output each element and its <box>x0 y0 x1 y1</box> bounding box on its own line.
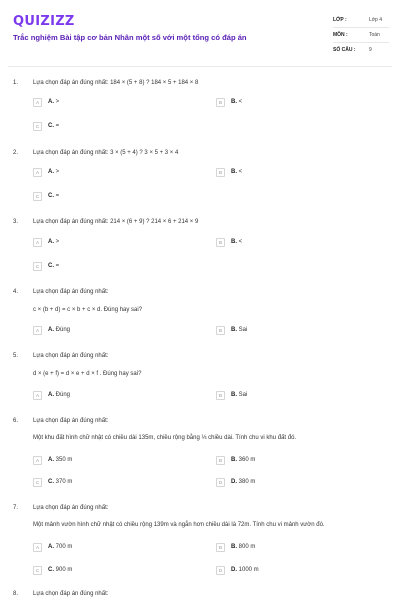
option-box: B <box>216 456 225 465</box>
option-letter: C. <box>48 567 54 573</box>
option-text: Đúng <box>55 392 71 398</box>
question-text: Lựa chọn đáp án đúng nhất: <box>33 418 109 424</box>
meta-panel <box>333 13 389 58</box>
option-letter: B. <box>231 457 237 463</box>
option-box: A <box>33 98 42 107</box>
option-box: D <box>216 566 225 575</box>
option-text: = <box>55 123 60 129</box>
question-number: 8. <box>13 591 19 597</box>
option-text: > <box>55 99 60 105</box>
question-text: Lựa chọn đáp án đúng nhất: <box>33 505 109 511</box>
option-box: B <box>216 543 225 552</box>
question-statement: Một mảnh vườn hình chữ nhật có chiều rộng 139m và ngắn hơn chiều dài là 72m. Tính chu vi mảnh vườn đó. <box>33 522 325 528</box>
option-letter: A. <box>48 239 54 245</box>
option-letter: C. <box>48 479 54 485</box>
option-text: < <box>238 169 243 175</box>
question-number: 7. <box>13 505 19 511</box>
header-divider <box>8 66 392 67</box>
question-number: 3. <box>13 219 19 225</box>
option-letter: A. <box>48 457 54 463</box>
option-text: 380 m <box>238 479 256 485</box>
question-number: 6. <box>13 418 19 424</box>
question-text: Lựa chọn đáp án đúng nhất: <box>33 591 109 597</box>
option-letter: C. <box>48 263 54 269</box>
option-letter: A. <box>48 392 54 398</box>
question-statement: Một khu đất hình chữ nhật có chiều dài 135m, chiều rộng bằng ⅓ chiều dài. Tính chu vi khu đất đó. <box>33 435 297 441</box>
option-letter: B. <box>231 544 237 550</box>
question-number: 1. <box>13 80 19 86</box>
option-text: 370 m <box>55 479 73 485</box>
meta-row-subject <box>333 28 389 43</box>
option-box: A <box>33 168 42 177</box>
meta-label: SỐ CÂU : <box>333 47 356 53</box>
option-letter: B. <box>231 392 237 398</box>
question-number: 4. <box>13 289 19 295</box>
question-number: 5. <box>13 353 19 359</box>
option-text: Sai <box>238 327 248 333</box>
option-letter: B. <box>231 169 237 175</box>
option-box: B <box>216 238 225 247</box>
question-text: Lựa chọn đáp án đúng nhất: 214 × (6 + 9) ? 214 × 6 + 214 × 9 <box>33 219 199 225</box>
option-text: 350 m <box>55 457 73 463</box>
option-box: C <box>33 192 42 201</box>
option-box: C <box>33 566 42 575</box>
meta-label: MÔN : <box>333 32 348 38</box>
meta-label: LỚP : <box>333 17 347 23</box>
option-text: 800 m <box>238 544 256 550</box>
option-text: < <box>238 99 243 105</box>
option-text: 360 m <box>238 457 256 463</box>
meta-value: 9 <box>369 47 372 53</box>
option-letter: C. <box>48 123 54 129</box>
question-statement: c × (b + d) = c × b + c × d. Đúng hay sai? <box>33 307 143 313</box>
option-box: A <box>33 326 42 335</box>
option-text: > <box>55 239 60 245</box>
option-letter: D. <box>231 479 237 485</box>
option-text: = <box>55 263 60 269</box>
option-text: Đúng <box>55 327 71 333</box>
option-box: C <box>33 478 42 487</box>
option-box: B <box>216 326 225 335</box>
option-letter: B. <box>231 327 237 333</box>
option-box: A <box>33 391 42 400</box>
option-letter: D. <box>231 567 237 573</box>
meta-row-grade <box>333 13 389 28</box>
option-text: > <box>55 169 60 175</box>
question-text: Lựa chọn đáp án đúng nhất: <box>33 353 109 359</box>
meta-value: Lớp 4 <box>369 17 383 23</box>
option-box: A <box>33 543 42 552</box>
option-letter: B. <box>231 239 237 245</box>
option-letter: A. <box>48 169 54 175</box>
option-text: 1000 m <box>238 567 259 573</box>
option-box: B <box>216 391 225 400</box>
logo: QUIZIZZ <box>13 14 75 29</box>
meta-value: Toán <box>369 32 380 38</box>
option-letter: C. <box>48 193 54 199</box>
option-box: A <box>33 456 42 465</box>
option-box: B <box>216 168 225 177</box>
question-number: 2. <box>13 150 19 156</box>
option-text: = <box>55 193 60 199</box>
option-text: Sai <box>238 392 248 398</box>
option-letter: A. <box>48 544 54 550</box>
question-text: Lựa chọn đáp án đúng nhất: 184 × (5 + 8) ? 184 × 5 + 184 × 8 <box>33 80 199 86</box>
option-letter: B. <box>231 99 237 105</box>
question-text: Lựa chọn đáp án đúng nhất: <box>33 289 109 295</box>
option-box: C <box>33 122 42 131</box>
option-text: 900 m <box>55 567 73 573</box>
option-box: C <box>33 262 42 271</box>
question-text: Lựa chọn đáp án đúng nhất: 3 × (5 + 4) ? 3 × 5 + 3 × 4 <box>33 150 179 156</box>
option-box: A <box>33 238 42 247</box>
option-box: B <box>216 98 225 107</box>
option-letter: A. <box>48 327 54 333</box>
meta-row-count <box>333 43 389 58</box>
option-letter: A. <box>48 99 54 105</box>
question-statement: d × (e + f) = d × e + d × f . Đúng hay sai? <box>33 371 142 377</box>
option-text: < <box>238 239 243 245</box>
option-text: 700 m <box>55 544 73 550</box>
option-box: D <box>216 478 225 487</box>
page-title: Trắc nghiệm Bài tập cơ bản Nhân một số với một tổng có đáp án <box>13 33 247 42</box>
